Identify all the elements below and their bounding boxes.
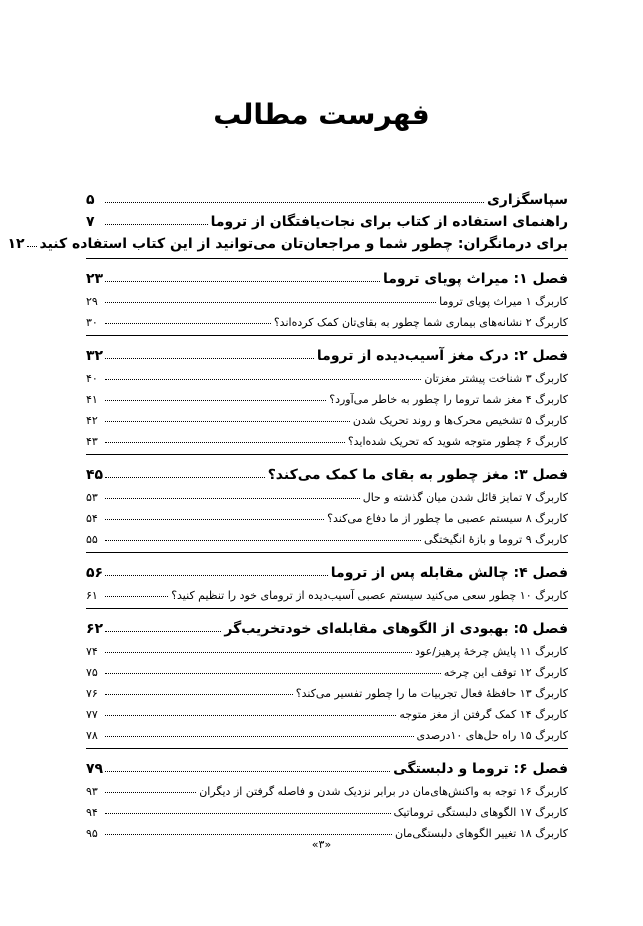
toc-entry-title: کاربرگ ۱۸ تغییر الگوهای دلبستگی‌مان	[395, 827, 568, 840]
toc-entry-title: کاربرگ ۶ چطور متوجه شوید که تحریک شده‌اید؟	[347, 435, 568, 448]
toc-entry-title: کاربرگ ۳ شناخت پیشتر مغزتان	[424, 372, 568, 385]
toc-entry-page: ۹۳	[86, 785, 98, 798]
toc-worksheet[interactable]	[86, 364, 568, 385]
dot-leader	[105, 477, 265, 478]
toc-entry-page: ۵۶	[86, 565, 104, 581]
toc-worksheet[interactable]	[86, 798, 568, 819]
toc-entry-title: فصل ۱: میراث پویای تروما	[382, 271, 568, 287]
toc-entry-title: کاربرگ ۱۰ چطور سعی می‌کنید سیستم عصبی آسیب‌دیده از ترومای خود را تنظیم کنید؟	[171, 589, 568, 602]
toc-worksheet[interactable]	[86, 637, 568, 658]
section-divider	[86, 608, 568, 609]
section-divider	[86, 552, 568, 553]
toc-entry-page: ۵۴	[86, 512, 98, 525]
section-divider	[86, 748, 568, 749]
toc-entry-title: کاربرگ ۱۱ پایش چرخهٔ پرهیز/عود	[415, 645, 568, 658]
dot-leader	[105, 715, 396, 716]
toc-entry-title: فصل ۵: بهبودی از الگوهای مقابله‌ای خودتخریب‌گر	[224, 621, 568, 637]
toc-entry-page: ۵۵	[86, 533, 98, 546]
toc-chapter[interactable]	[86, 340, 568, 364]
toc-entry-title: کاربرگ ۷ تمایز قائل شدن میان گذشته و حال	[362, 491, 568, 504]
toc-worksheet[interactable]	[86, 504, 568, 525]
toc-worksheet[interactable]	[86, 427, 568, 448]
toc-entry-page: ۳۰	[86, 316, 98, 329]
toc-entry-page: ۲۳	[86, 271, 104, 287]
toc-worksheet[interactable]	[86, 525, 568, 546]
toc-entry-page: ۹۴	[86, 806, 98, 819]
toc-entry-page: ۷۴	[86, 645, 98, 658]
toc-entry-page: ۱۲	[7, 236, 25, 252]
dot-leader	[105, 540, 421, 541]
section-divider	[86, 258, 568, 259]
toc-entry-page: ۷۵	[86, 666, 98, 679]
toc-entry-title: کاربرگ ۱۵ راه حل‌های ۱۰درصدی	[416, 729, 568, 742]
toc-entry-page: ۴۳	[86, 435, 98, 448]
toc-entry-title: کاربرگ ۲ نشانه‌های بیماری شما چطور به بقای‌تان کمک کرده‌اند؟	[273, 316, 568, 329]
dot-leader	[105, 421, 350, 422]
toc-front-entry[interactable]	[86, 208, 568, 230]
toc-entry-page: ۷۶	[86, 687, 98, 700]
toc-entry-page: ۴۱	[86, 393, 98, 406]
toc-entry-title: فصل ۶: تروما و دلبستگی	[393, 761, 568, 777]
toc-entry-title: کاربرگ ۱ میراث پویای تروما	[439, 295, 568, 308]
toc-worksheet[interactable]	[86, 658, 568, 679]
toc-worksheet[interactable]	[86, 819, 568, 840]
toc-entry-title: فصل ۴: چالش مقابله پس از تروما	[330, 565, 568, 581]
toc-entry-page: ۹۵	[86, 827, 98, 840]
dot-leader	[105, 400, 326, 401]
toc-entry-page: ۴۰	[86, 372, 98, 385]
dot-leader	[105, 379, 421, 380]
dot-leader	[105, 442, 345, 443]
dot-leader	[105, 736, 414, 737]
toc-chapter[interactable]	[86, 613, 568, 637]
dot-leader	[105, 302, 436, 303]
toc-entry-title: کاربرگ ۱۷ الگوهای دلبستگی تروماتیک	[393, 806, 568, 819]
dot-leader	[105, 498, 360, 499]
toc-entry-page: ۵	[86, 192, 95, 208]
toc-entry-page: ۲۹	[86, 295, 98, 308]
toc-worksheet[interactable]	[86, 777, 568, 798]
dot-leader	[105, 673, 441, 674]
toc-worksheet[interactable]	[86, 721, 568, 742]
toc-entry-page: ۴۵	[86, 467, 104, 483]
toc-entry-title: راهنمای استفاده از کتاب برای نجات‌یافتگان از تروما	[210, 214, 568, 230]
toc-worksheet[interactable]	[86, 679, 568, 700]
toc-entry-title: کاربرگ ۴ مغز شما تروما را چطور به خاطر می‌آورد؟	[329, 393, 568, 406]
toc-worksheet[interactable]	[86, 700, 568, 721]
dot-leader	[105, 631, 221, 632]
toc-front-entry[interactable]	[7, 230, 568, 252]
dot-leader	[27, 246, 37, 247]
toc-entry-page: ۶۲	[86, 621, 104, 637]
toc-entry-title: فصل ۲: درک مغز آسیب‌دیده از تروما	[316, 348, 568, 364]
toc-entry-page: ۶۱	[86, 589, 98, 602]
toc-chapter[interactable]	[86, 263, 568, 287]
dot-leader	[105, 281, 380, 282]
toc-worksheet[interactable]	[86, 483, 568, 504]
toc-entry-title: کاربرگ ۱۶ توجه به واکنش‌های‌مان در برابر نزدیک شدن و فاصله گرفتن از دیگران	[199, 785, 568, 798]
dot-leader	[105, 694, 293, 695]
toc-chapter[interactable]	[86, 557, 568, 581]
dot-leader	[105, 771, 390, 772]
dot-leader	[105, 834, 392, 835]
page-title: فهرست مطالب	[213, 98, 430, 131]
toc-entry-title: کاربرگ ۸ سیستم عصبی ما چطور از ما دفاع می‌کند؟	[327, 512, 568, 525]
dot-leader	[105, 575, 328, 576]
toc-entry-title: فصل ۳: مغز چطور به بقای ما کمک می‌کند؟	[267, 467, 568, 483]
page-number: «۳»	[311, 838, 332, 851]
toc-front-entry[interactable]	[86, 186, 568, 208]
toc-worksheet[interactable]	[86, 308, 568, 329]
toc-entry-page: ۷	[86, 214, 95, 230]
dot-leader	[105, 224, 208, 225]
dot-leader	[105, 652, 412, 653]
dot-leader	[105, 813, 391, 814]
toc-chapter[interactable]	[86, 459, 568, 483]
toc-entry-page: ۷۸	[86, 729, 98, 742]
toc-entry-page: ۴۲	[86, 414, 98, 427]
toc-entry-title: کاربرگ ۱۳ حافظهٔ فعال تجربیات ما را چطور تفسیر می‌کند؟	[295, 687, 568, 700]
toc-worksheet[interactable]	[86, 581, 568, 602]
toc-entry-page: ۳۲	[86, 348, 104, 364]
toc-worksheet[interactable]	[86, 287, 568, 308]
toc-chapter[interactable]	[86, 753, 568, 777]
toc-entry-title: کاربرگ ۹ تروما و بازهٔ انگیختگی	[424, 533, 568, 546]
dot-leader	[105, 323, 271, 324]
toc-entry-title: برای درمانگران: چطور شما و مراجعان‌تان می‌توانید از این کتاب استفاده کنید	[39, 236, 568, 252]
dot-leader	[105, 519, 324, 520]
dot-leader	[105, 202, 484, 203]
section-divider	[86, 335, 568, 336]
toc-entry-title: کاربرگ ۱۲ توقف این چرخه	[443, 666, 568, 679]
toc-worksheet[interactable]	[86, 385, 568, 406]
dot-leader	[105, 596, 168, 597]
toc-entry-title: کاربرگ ۱۴ کمک گرفتن از مغز متوجه	[399, 708, 568, 721]
dot-leader	[105, 792, 196, 793]
toc-worksheet[interactable]	[86, 406, 568, 427]
toc-entry-page: ۷۹	[86, 761, 104, 777]
toc-entry-page: ۷۷	[86, 708, 98, 721]
toc-entry-title: سپاسگزاری	[486, 192, 568, 208]
table-of-contents	[7, 186, 568, 840]
toc-entry-title: کاربرگ ۵ تشخیص محرک‌ها و روند تحریک شدن	[352, 414, 568, 427]
section-divider	[86, 454, 568, 455]
toc-entry-page: ۵۳	[86, 491, 98, 504]
dot-leader	[105, 358, 314, 359]
